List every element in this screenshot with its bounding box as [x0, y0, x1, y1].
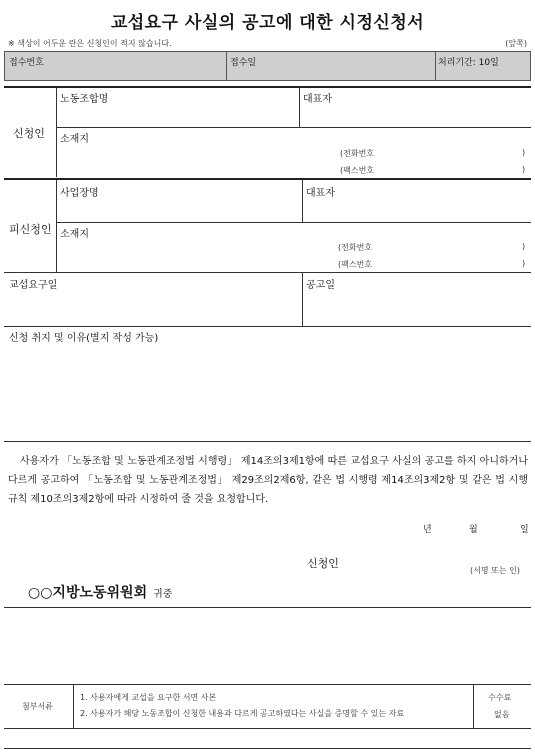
respondent-section-label: 피신청인 [9, 223, 52, 236]
attachments-box [4, 684, 531, 729]
form-title: 교섭요구 사실의 공고에 대한 시정신청서 [110, 13, 425, 33]
applicant-phone-label: (전화번호 [340, 149, 375, 158]
divider [56, 180, 57, 272]
page-side-label: (앞쪽) [505, 39, 527, 48]
notice-date-label: 공고일 [306, 280, 335, 291]
recipient-committee: ○○지방노동위원회 귀중 [28, 585, 173, 601]
divider [56, 127, 531, 128]
divider [4, 607, 531, 608]
month-label: 월 [469, 525, 478, 535]
divider [4, 326, 531, 327]
divider [302, 180, 303, 222]
divider [435, 51, 436, 81]
workplace-name-label: 사업장명 [60, 188, 99, 199]
divider [299, 87, 300, 127]
divider [56, 222, 531, 223]
divider [226, 51, 227, 81]
purpose-label: 신청 취지 및 이유(별지 작성 가능) [9, 333, 159, 344]
divider [473, 684, 474, 729]
declaration-text: 사용자가 「노동조합 및 노동관계조정법 시행령」 제14조의3제1항에 따른 교섭요구 사실의 공고를 하지 아니하거나 다르게 공고하여 「노동조합 및 노동관계조정법」 제29조의2제6항, 같은 법 시행령 제14조의3제2항 및 같은 법 시행규칙 제10조의3제2항에 따라 시정하여 줄 것을 요청합니다. [8, 456, 528, 505]
fee-value: 없음 [494, 710, 510, 719]
signer-label: 신청인 [307, 557, 339, 570]
form-note: ※ 색상이 어두운 란은 신청인이 적지 않습니다. [8, 39, 172, 48]
divider [4, 748, 531, 749]
bargaining-request-date-label: 교섭요구일 [9, 280, 58, 291]
attachments-label: 첨부서류 [22, 702, 53, 711]
paren: ) [522, 259, 526, 268]
receipt-date-label: 접수일 [230, 58, 257, 68]
sign-note: (서명 또는 인) [470, 566, 520, 575]
applicant-address-label: 소재지 [60, 134, 89, 145]
paren: ) [522, 148, 526, 157]
year-label: 년 [423, 525, 432, 535]
fee-label: 수수료 [488, 693, 512, 702]
receipt-number-label: 접수번호 [9, 58, 44, 68]
divider [4, 272, 531, 273]
attachment-item: 1. 사용자에게 교섭을 요구한 서면 사본 [80, 693, 217, 702]
respondent-address-label: 소재지 [60, 229, 89, 240]
union-name-label: 노동조합명 [60, 94, 109, 105]
respondent-fax-label: (팩스번호 [338, 260, 373, 269]
divider [56, 87, 57, 177]
day-label: 일 [520, 525, 529, 535]
paren: ) [522, 165, 526, 174]
respondent-phone-label: (전화번호 [338, 243, 373, 252]
processing-period-label: 처리기간: 10일 [438, 58, 499, 68]
paren: ) [522, 242, 526, 251]
divider [4, 178, 531, 180]
respondent-representative-label: 대표자 [306, 188, 335, 199]
applicant-representative-label: 대표자 [303, 94, 332, 105]
divider [302, 272, 303, 326]
divider [73, 684, 74, 729]
applicant-section-label: 신청인 [13, 127, 45, 140]
applicant-fax-label: (팩스번호 [340, 166, 375, 175]
divider [4, 86, 531, 88]
attachment-item: 2. 사용자가 해당 노동조합이 신청한 내용과 다르게 공고하였다는 사실을 증명할 수 있는 자료 [80, 709, 405, 718]
divider [4, 441, 531, 442]
